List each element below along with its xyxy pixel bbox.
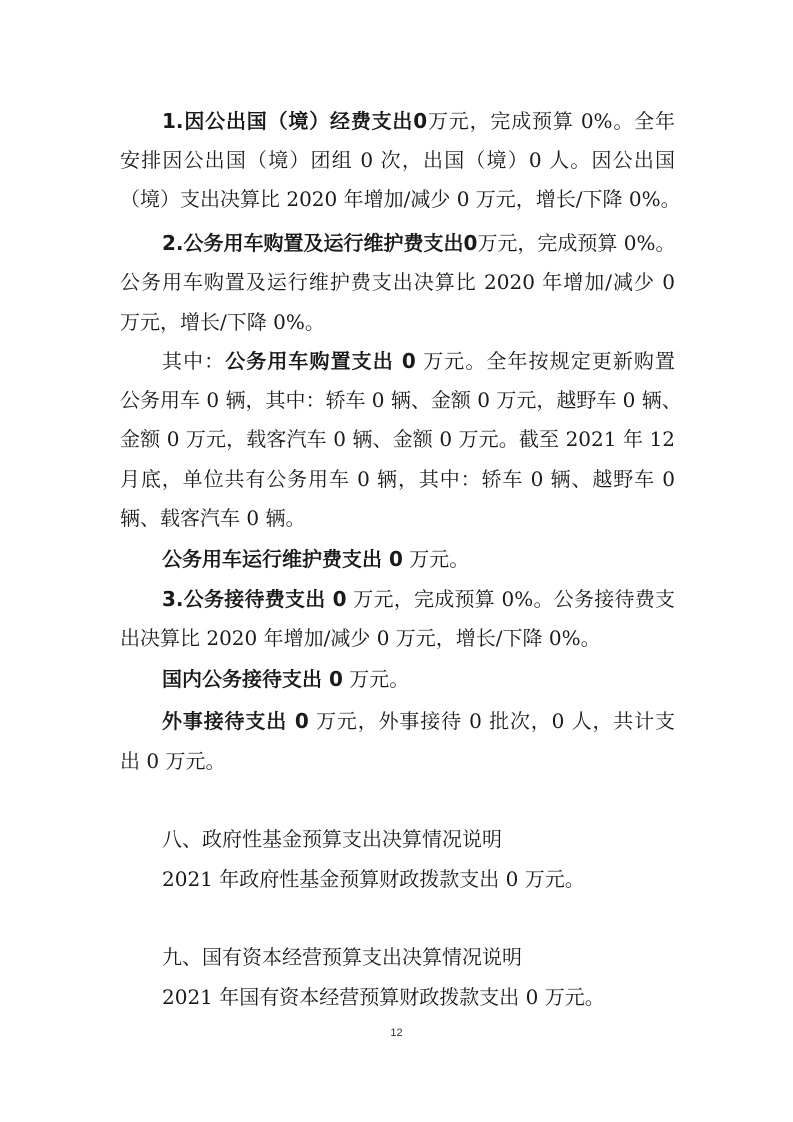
paragraph-line: 2021 年国有资本经营预算财政拨款支出 0 万元。: [162, 985, 605, 1009]
paragraph-line: 安排因公出国（境）团组 0 次，出国（境）0 人。因公出国: [120, 148, 675, 172]
bold-phrase: 公务用车运行维护费支出 0: [162, 547, 403, 571]
line-text: 万元。全年按规定更新购置: [415, 349, 675, 373]
line-text: 万元，完成预算 0%。: [477, 231, 676, 255]
line-text: 万元，完成预算 0%。公务接待费支: [346, 587, 675, 611]
paragraph-line: （境）支出决算比 2020 年增加/减少 0 万元，增长/下降 0%。: [120, 187, 681, 211]
paragraph-line: 辆、载客汽车 0 辆。: [120, 506, 306, 530]
bold-phrase: 公务用车购置支出 0: [225, 349, 416, 373]
paragraph-line: 月底，单位共有公务用车 0 辆，其中：轿车 0 辆、越野车 0: [120, 467, 675, 491]
bold-phrase: 国内公务接待支出 0: [162, 667, 343, 691]
page-number: 12: [390, 1027, 403, 1039]
paragraph-line: [162, 347, 675, 375]
paragraph-line: 金额 0 万元，载客汽车 0 辆、金额 0 万元。截至 2021 年 12: [120, 427, 675, 451]
bold-phrase: 3.公务接待费支出 0: [162, 587, 347, 611]
paragraph-line: [162, 707, 675, 735]
paragraph-line: [162, 107, 675, 135]
paragraph-line: [162, 665, 675, 693]
line-text: 万元。: [342, 667, 410, 691]
line-text: 万元，完成预算 0%。全年: [427, 109, 675, 133]
line-text: 其中：: [162, 349, 226, 373]
paragraph-line: 万元，增长/下降 0%。: [120, 310, 325, 334]
bold-phrase: 2.公务用车购置及运行维护费支出0: [162, 231, 478, 255]
paragraph-line: [162, 545, 675, 573]
paragraph-line: 公务用车购置及运行维护费支出决算比 2020 年增加/减少 0: [120, 270, 675, 294]
section-heading: 八、政府性基金预算支出决算情况说明: [162, 827, 502, 851]
paragraph-line: [162, 585, 675, 613]
paragraph-line: 出 0 万元。: [120, 749, 226, 773]
paragraph-line: 2021 年政府性基金预算财政拨款支出 0 万元。: [162, 867, 585, 891]
paragraph-line: 出决算比 2020 年增加/减少 0 万元，增长/下降 0%。: [120, 626, 601, 650]
paragraph-line: [162, 229, 675, 257]
paragraph-line: 公务用车 0 辆，其中：轿车 0 辆、金额 0 万元，越野车 0 辆、: [120, 388, 682, 412]
bold-phrase: 外事接待支出 0: [162, 709, 309, 733]
line-text: 万元，外事接待 0 批次，0 人，共计支: [308, 709, 675, 733]
line-text: 万元。: [402, 547, 470, 571]
section-heading: 九、国有资本经营预算支出决算情况说明: [162, 945, 522, 969]
bold-phrase: 1.因公出国（境）经费支出0: [162, 109, 428, 133]
